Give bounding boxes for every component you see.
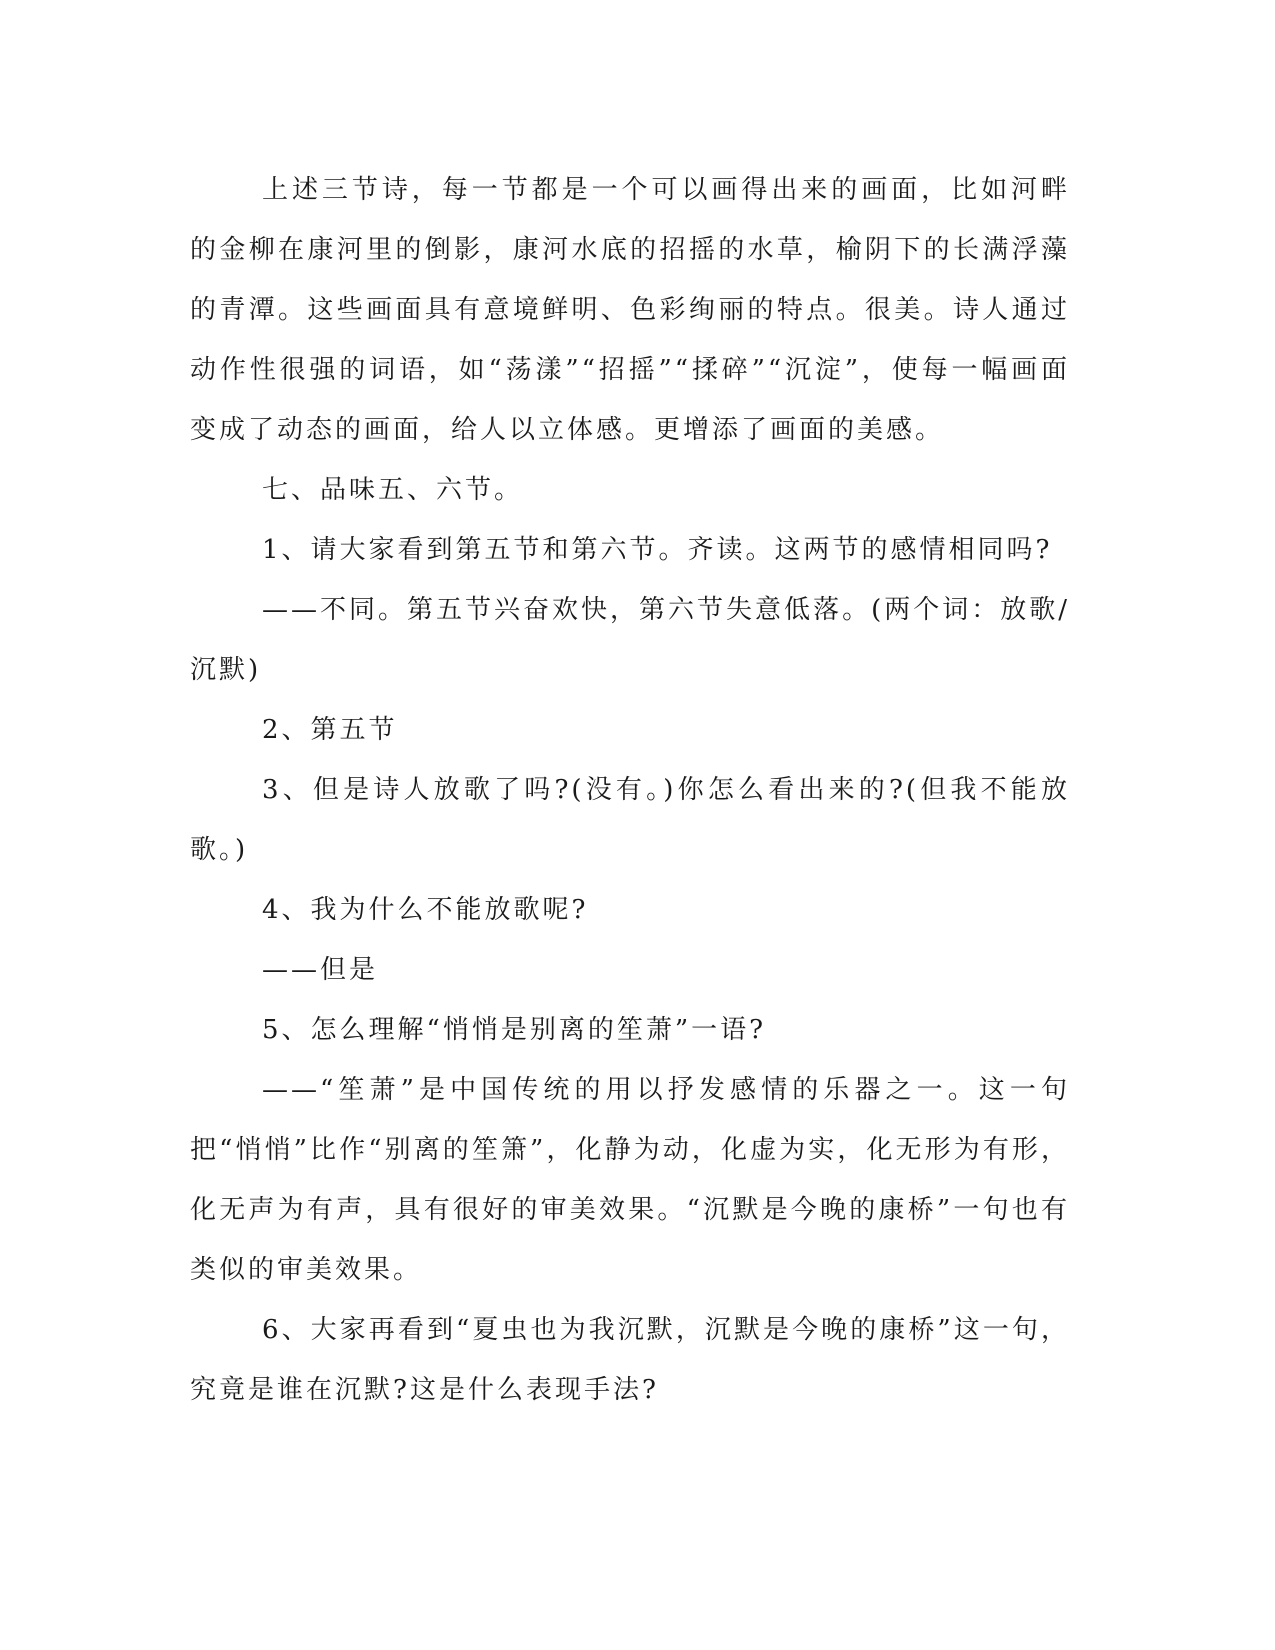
paragraph-question-4: 4、我为什么不能放歌呢? xyxy=(262,895,589,925)
section-heading-seven: 七、品味五、六节。 xyxy=(262,475,524,505)
paragraph-question-3: 3、但是诗人放歌了吗?(没有。)你怎么看出来的?(但我不能放歌。) xyxy=(190,775,1070,865)
paragraph-answer-5: ——“笙萧”是中国传统的用以抒发感情的乐器之一。这一句把“悄悄”比作“别离的笙箫”，化静为动，化虚为实，化无形为有形，化无声为有声，具有很好的审美效果。“沉默是今晚的康桥”一句也有类似的审美效果。 xyxy=(190,1075,1070,1285)
paragraph-question-1: 1、请大家看到第五节和第六节。齐读。这两节的感情相同吗? xyxy=(262,535,1053,565)
paragraph-scene-analysis: 上述三节诗，每一节都是一个可以画得出来的画面，比如河畔的金柳在康河里的倒影，康河水底的招摇的水草，榆阴下的长满浮藻的青潭。这些画面具有意境鲜明、色彩绚丽的特点。很美。诗人通过动作性很强的词语，如“荡漾”“招摇”“揉碎”“沉淀”，使每一幅画面变成了动态的画面，给人以立体感。更增添了画面的美感。 xyxy=(190,175,1070,445)
paragraph-question-6: 6、大家再看到“夏虫也为我沉默，沉默是今晚的康桥”这一句，究竟是谁在沉默?这是什么表现手法? xyxy=(190,1315,1070,1405)
paragraph-answer-1: ——不同。第五节兴奋欢快，第六节失意低落。(两个词：放歌/沉默) xyxy=(190,595,1070,685)
document-body xyxy=(190,160,1070,1420)
paragraph-question-5: 5、怎么理解“悄悄是别离的笙萧”一语? xyxy=(262,1015,767,1045)
paragraph-item-2: 2、第五节 xyxy=(262,715,398,745)
paragraph-answer-4: ——但是 xyxy=(262,955,379,985)
